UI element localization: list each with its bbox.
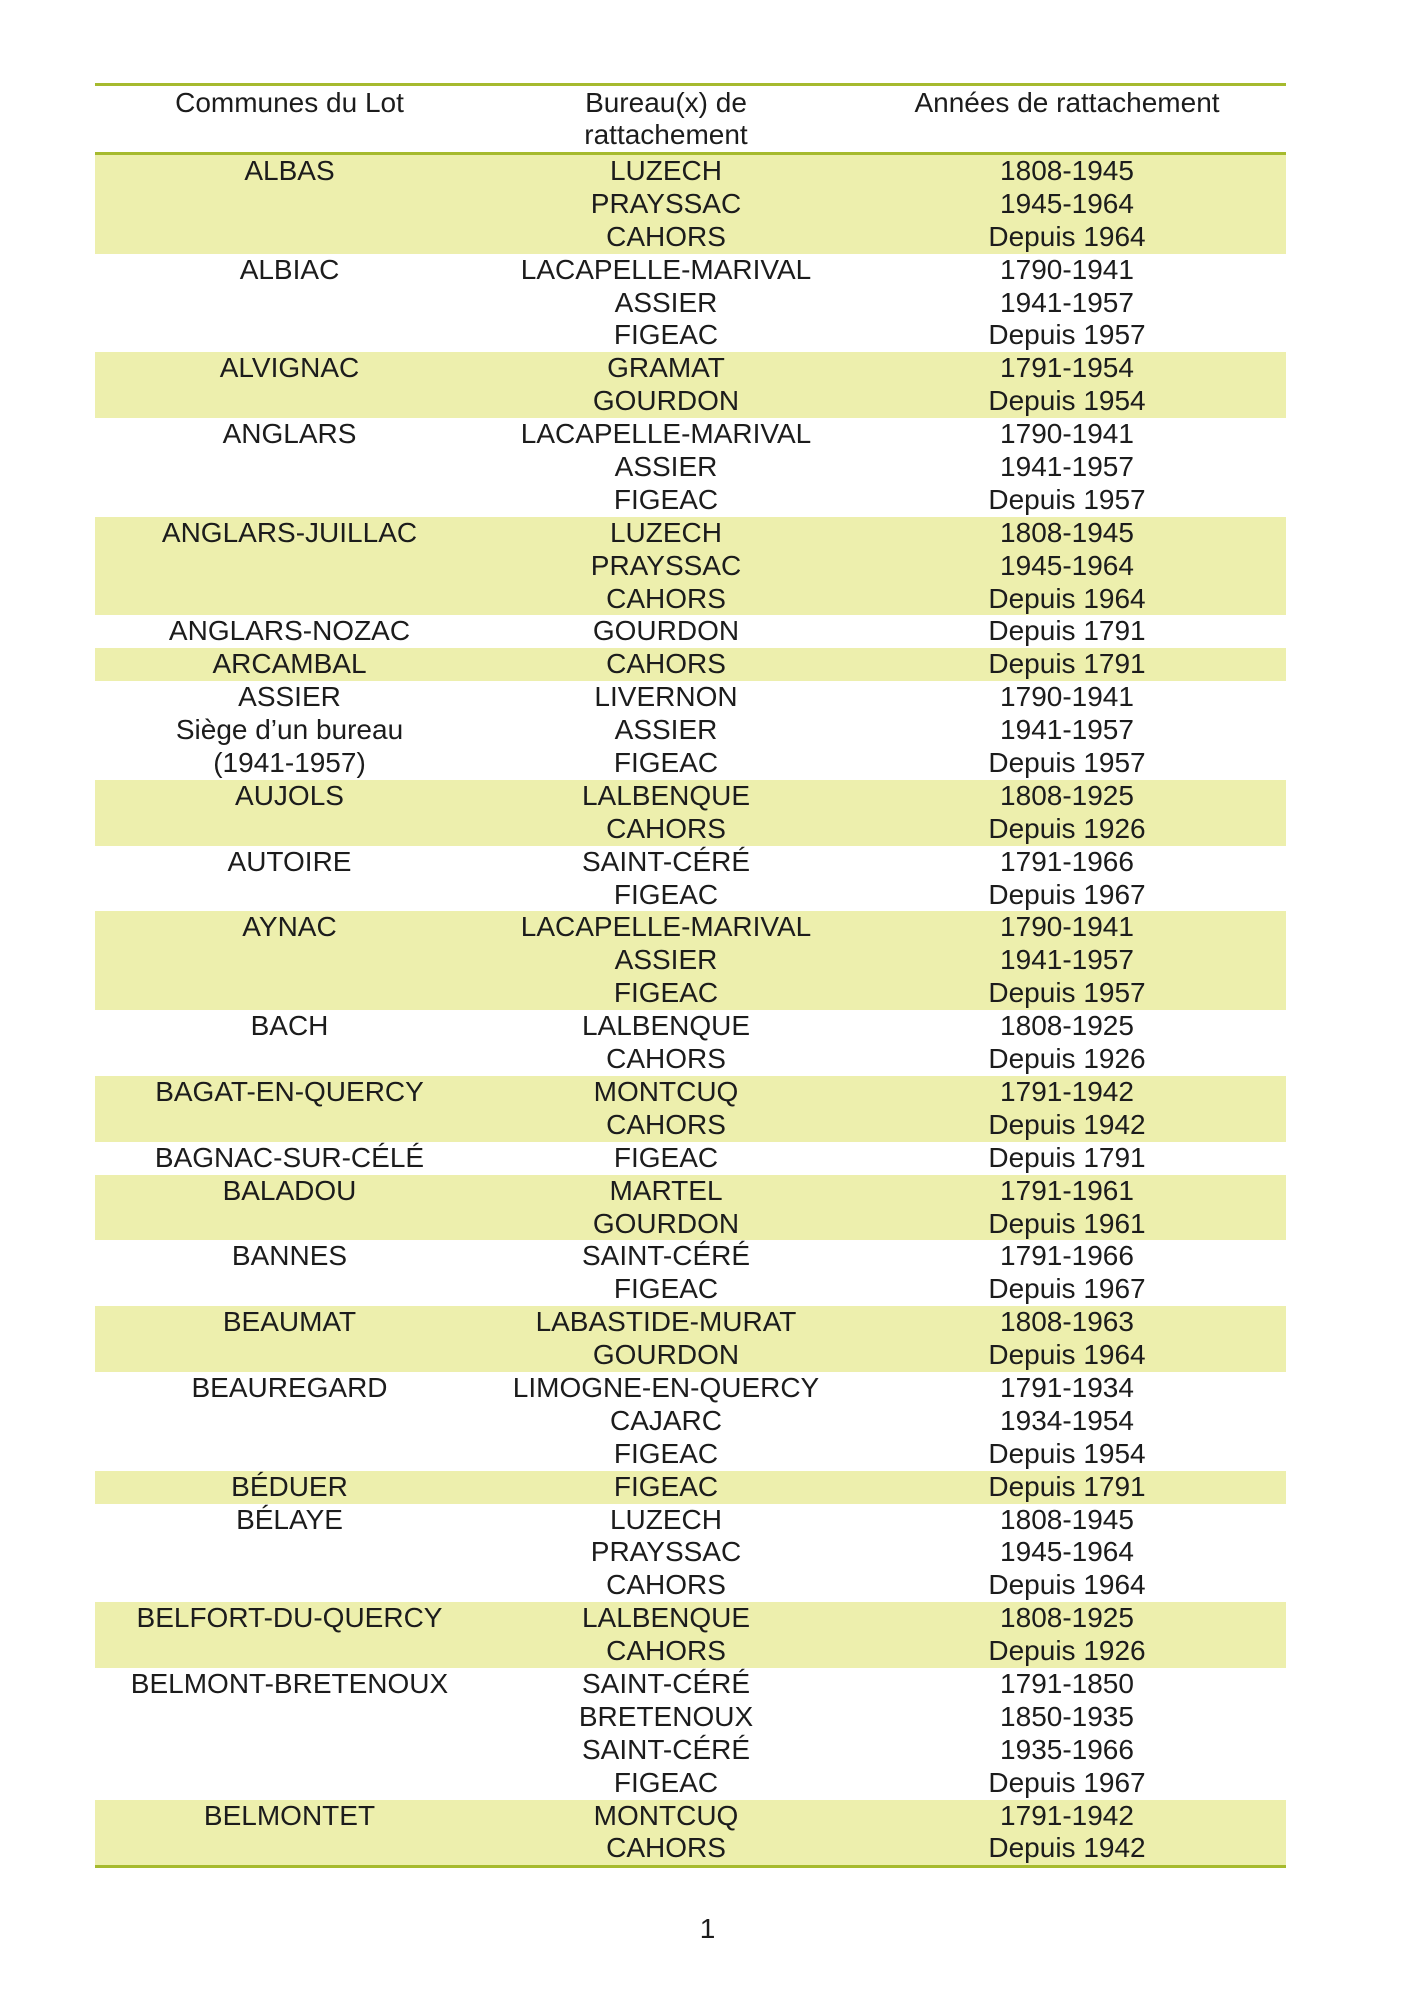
commune-cell <box>95 615 484 648</box>
table-row <box>95 1175 1286 1241</box>
years-cell-line: Depuis 1791 <box>988 1141 1146 1173</box>
bureau-cell-line: FIGEAC <box>613 319 719 351</box>
bureau-cell-line: PRAYSSAC <box>590 549 742 581</box>
years-cell-line: 1808-1963 <box>1000 1306 1134 1338</box>
bureau-cell-line: SAINT-CÉRÉ <box>581 845 751 877</box>
commune-cell <box>95 352 484 418</box>
years-cell <box>848 1668 1286 1800</box>
commune-cell-line: ALBAS <box>244 155 335 186</box>
commune-cell-line: ANGLARS-JUILLAC <box>161 516 418 548</box>
table-row <box>95 911 1286 1010</box>
years-cell-line: Depuis 1954 <box>988 385 1146 417</box>
bureau-cell-line: MONTCUQ <box>593 1075 739 1107</box>
table-row <box>95 1240 1286 1306</box>
table-row <box>95 1010 1286 1076</box>
table-row <box>95 1504 1286 1603</box>
years-cell-line: Depuis 1926 <box>988 1043 1146 1075</box>
years-cell <box>848 1175 1286 1241</box>
bureau-cell-line: ASSIER <box>614 286 718 318</box>
bureau-cell <box>484 911 848 1010</box>
bureau-cell-line: GRAMAT <box>607 352 725 384</box>
bureau-cell <box>484 352 848 418</box>
years-cell-line: 1791-1942 <box>1000 1799 1134 1831</box>
bureau-cell <box>484 1602 848 1668</box>
bureau-cell <box>484 517 848 616</box>
years-cell <box>848 1800 1286 1867</box>
col-header-bureaux <box>484 85 848 154</box>
bureau-cell-line: CAJARC <box>609 1404 722 1436</box>
commune-cell <box>95 1800 484 1867</box>
table-row <box>95 1076 1286 1142</box>
commune-cell <box>95 681 484 780</box>
commune-cell-line: BÉDUER <box>231 1470 348 1502</box>
years-cell-line: 1791-1942 <box>1000 1075 1134 1107</box>
bureau-cell-line: MONTCUQ <box>593 1799 739 1831</box>
years-cell-line: Depuis 1942 <box>988 1108 1146 1140</box>
col-header-bureaux-label: Bureau(x) de rattachement <box>584 87 748 150</box>
years-cell-line: Depuis 1964 <box>988 1339 1146 1371</box>
commune-cell-line: BACH <box>250 1010 329 1042</box>
commune-cell-line: BELMONTET <box>203 1799 376 1831</box>
commune-cell-line: ANGLARS <box>222 418 357 450</box>
col-header-communes-label: Communes du Lot <box>175 87 404 118</box>
bureau-cell <box>484 846 848 912</box>
bureau-cell-line: CAHORS <box>606 220 726 252</box>
bureau-cell-line: LALBENQUE <box>581 779 751 811</box>
years-cell-line: Depuis 1957 <box>988 977 1146 1009</box>
commune-cell-line: BANNES <box>231 1240 348 1272</box>
table-row <box>95 418 1286 517</box>
years-cell-line: 1790-1941 <box>1000 253 1134 285</box>
years-cell <box>848 681 1286 780</box>
bureau-cell <box>484 1306 848 1372</box>
commune-cell <box>95 648 484 681</box>
table-row <box>95 1800 1286 1867</box>
years-cell-line: 1791-1850 <box>1000 1667 1134 1699</box>
bureau-cell <box>484 1010 848 1076</box>
bureau-cell-line: CAHORS <box>606 1569 726 1601</box>
bureau-cell-line: FIGEAC <box>613 1470 719 1502</box>
commune-cell <box>95 254 484 353</box>
bureau-cell <box>484 681 848 780</box>
col-header-annees <box>848 85 1286 154</box>
bureau-cell-line: LUZECH <box>609 1503 722 1535</box>
commune-cell <box>95 418 484 517</box>
years-cell-line: 1945-1964 <box>1000 1536 1134 1568</box>
commune-cell-line: AUJOLS <box>235 779 344 811</box>
commune-cell <box>95 846 484 912</box>
commune-cell <box>95 1471 484 1504</box>
years-cell-line: Depuis 1954 <box>988 1437 1146 1469</box>
commune-cell <box>95 1175 484 1241</box>
bureau-cell-line: LIMOGNE-EN-QUERCY <box>512 1371 820 1403</box>
bureau-cell <box>484 154 848 254</box>
years-cell-line: 1808-1945 <box>1000 155 1134 186</box>
commune-cell <box>95 1668 484 1800</box>
bureau-cell-line: PRAYSSAC <box>590 1536 742 1568</box>
years-cell-line: 1808-1945 <box>1000 1503 1134 1535</box>
commune-cell-line: BAGAT-EN-QUERCY <box>155 1075 424 1107</box>
years-cell-line: 1790-1941 <box>1000 911 1134 943</box>
bureau-cell-line: GOURDON <box>592 385 740 417</box>
bureau-cell <box>484 1504 848 1603</box>
bureau-cell-line: LACAPELLE-MARIVAL <box>520 418 812 450</box>
years-cell <box>848 1306 1286 1372</box>
years-cell-line: Depuis 1791 <box>988 615 1146 647</box>
commune-cell-line: Siège d’un bureau <box>175 714 404 746</box>
table-row <box>95 1602 1286 1668</box>
commune-cell-line: ARCAMBAL <box>212 648 367 680</box>
col-header-annees-label: Années de rattachement <box>914 87 1220 118</box>
commune-cell-line: BELMONT-BRETENOUX <box>130 1667 449 1699</box>
years-cell <box>848 648 1286 681</box>
years-cell-line: 1941-1957 <box>1000 451 1134 483</box>
bureau-cell-line: SAINT-CÉRÉ <box>581 1667 751 1699</box>
bureau-cell-line: CAHORS <box>606 1832 726 1864</box>
bureau-cell <box>484 1076 848 1142</box>
years-cell-line: 1808-1925 <box>1000 779 1134 811</box>
years-cell <box>848 1240 1286 1306</box>
commune-cell <box>95 1240 484 1306</box>
table-row <box>95 846 1286 912</box>
years-cell-line: Depuis 1957 <box>988 483 1146 515</box>
bureau-cell <box>484 254 848 353</box>
commune-cell-line: AYNAC <box>242 911 337 943</box>
bureau-cell-line: SAINT-CÉRÉ <box>581 1733 751 1765</box>
bureau-cell-line: CAHORS <box>606 1108 726 1140</box>
commune-cell-line: AUTOIRE <box>227 845 352 877</box>
commune-cell-line: ANGLARS-NOZAC <box>168 615 411 647</box>
bureau-cell <box>484 1142 848 1175</box>
bureau-cell-line: FIGEAC <box>613 1766 719 1798</box>
commune-cell <box>95 154 484 254</box>
bureau-cell <box>484 1240 848 1306</box>
years-cell <box>848 1142 1286 1175</box>
years-cell-line: Depuis 1942 <box>988 1832 1146 1864</box>
bureau-cell-line: PRAYSSAC <box>590 187 742 219</box>
years-cell-line: 1945-1964 <box>1000 187 1134 219</box>
years-cell-line: 1945-1964 <box>1000 549 1134 581</box>
bureau-cell <box>484 1668 848 1800</box>
bureau-cell-line: ASSIER <box>614 714 718 746</box>
commune-cell-line: BAGNAC-SUR-CÉLÉ <box>154 1141 425 1173</box>
commune-cell-line: ALBIAC <box>239 253 340 285</box>
years-cell-line: Depuis 1967 <box>988 878 1146 910</box>
bureau-cell-line: BRETENOUX <box>578 1700 754 1732</box>
page-number: 1 <box>699 1913 716 1944</box>
table-row <box>95 1372 1286 1471</box>
years-cell <box>848 1504 1286 1603</box>
col-header-communes <box>95 85 484 154</box>
years-cell <box>848 352 1286 418</box>
table-body <box>95 154 1286 1867</box>
table-row <box>95 1668 1286 1800</box>
years-cell-line: 1791-1966 <box>1000 845 1134 877</box>
years-cell-line: 1791-1954 <box>1000 352 1134 384</box>
years-cell <box>848 154 1286 254</box>
table-row <box>95 681 1286 780</box>
years-cell <box>848 1471 1286 1504</box>
years-cell-line: Depuis 1967 <box>988 1766 1146 1798</box>
commune-cell <box>95 1076 484 1142</box>
commune-cell-line: BELFORT-DU-QUERCY <box>136 1602 443 1634</box>
table-row <box>95 517 1286 616</box>
years-cell <box>848 1010 1286 1076</box>
bureau-cell-line: CAHORS <box>606 812 726 844</box>
bureau-cell-line: FIGEAC <box>613 1437 719 1469</box>
years-cell-line: Depuis 1967 <box>988 1273 1146 1305</box>
bureau-cell <box>484 1471 848 1504</box>
bureau-cell-line: LACAPELLE-MARIVAL <box>520 253 812 285</box>
years-cell <box>848 1602 1286 1668</box>
bureau-cell-line: LACAPELLE-MARIVAL <box>520 911 812 943</box>
commune-cell <box>95 517 484 616</box>
bureau-cell <box>484 1800 848 1867</box>
bureau-cell-line: ASSIER <box>614 451 718 483</box>
years-cell <box>848 911 1286 1010</box>
years-cell-line: Depuis 1926 <box>988 1635 1146 1667</box>
table-row <box>95 615 1286 648</box>
bureau-cell-line: CAHORS <box>606 648 726 680</box>
bureau-cell <box>484 418 848 517</box>
bureau-cell <box>484 1175 848 1241</box>
bureau-cell <box>484 780 848 846</box>
years-cell-line: 1790-1941 <box>1000 418 1134 450</box>
commune-cell-line: BÉLAYE <box>236 1503 343 1535</box>
years-cell <box>848 1372 1286 1471</box>
table-row <box>95 648 1286 681</box>
table-row <box>95 154 1286 254</box>
years-cell-line: Depuis 1791 <box>988 1470 1146 1502</box>
commune-cell-line: ASSIER <box>238 681 341 713</box>
bureau-cell-line: SAINT-CÉRÉ <box>581 1240 751 1272</box>
bureau-cell-line: LUZECH <box>609 155 722 186</box>
commune-cell <box>95 1504 484 1603</box>
bureau-cell-line: LUZECH <box>609 516 722 548</box>
years-cell <box>848 1076 1286 1142</box>
bureau-cell-line: FIGEAC <box>613 1141 719 1173</box>
years-cell-line: 1941-1957 <box>1000 286 1134 318</box>
years-cell-line: Depuis 1791 <box>988 648 1146 680</box>
commune-cell <box>95 1142 484 1175</box>
years-cell-line: 1935-1966 <box>1000 1733 1134 1765</box>
commune-cell <box>95 1306 484 1372</box>
commune-cell <box>95 911 484 1010</box>
bureau-cell-line: GOURDON <box>592 615 740 647</box>
years-cell-line: Depuis 1961 <box>988 1207 1146 1239</box>
bureau-cell-line: ASSIER <box>614 944 718 976</box>
years-cell-line: 1941-1957 <box>1000 944 1134 976</box>
commune-cell-line: BEAUMAT <box>222 1306 357 1338</box>
bureau-cell-line: CAHORS <box>606 1043 726 1075</box>
bureau-cell-line: CAHORS <box>606 1635 726 1667</box>
bureau-cell-line: FIGEAC <box>613 483 719 515</box>
commune-cell-line: BEAUREGARD <box>191 1371 388 1403</box>
years-cell-line: 1791-1966 <box>1000 1240 1134 1272</box>
bureau-cell-line: GOURDON <box>592 1339 740 1371</box>
years-cell-line: 1941-1957 <box>1000 714 1134 746</box>
commune-cell <box>95 1602 484 1668</box>
bureau-cell-line: FIGEAC <box>613 977 719 1009</box>
table-row <box>95 1471 1286 1504</box>
bureau-cell-line: FIGEAC <box>613 878 719 910</box>
commune-cell-line: (1941-1957) <box>213 747 366 779</box>
bureau-cell <box>484 615 848 648</box>
years-cell-line: Depuis 1957 <box>988 747 1146 779</box>
years-cell <box>848 615 1286 648</box>
table-row <box>95 352 1286 418</box>
years-cell-line: Depuis 1964 <box>988 582 1146 614</box>
table-row <box>95 254 1286 353</box>
years-cell <box>848 780 1286 846</box>
bureau-cell <box>484 1372 848 1471</box>
bureau-cell-line: LALBENQUE <box>581 1010 751 1042</box>
years-cell <box>848 517 1286 616</box>
years-cell-line: 1934-1954 <box>1000 1404 1134 1436</box>
bureau-cell-line: MARTEL <box>609 1174 723 1206</box>
bureau-cell-line: FIGEAC <box>613 747 719 779</box>
years-cell-line: 1808-1945 <box>1000 516 1134 548</box>
commune-cell-line: BALADOU <box>222 1174 357 1206</box>
years-cell-line: 1850-1935 <box>1000 1700 1134 1732</box>
table-row <box>95 780 1286 846</box>
years-cell-line: 1790-1941 <box>1000 681 1134 713</box>
years-cell-line: Depuis 1964 <box>988 1569 1146 1601</box>
years-cell-line: 1791-1934 <box>1000 1371 1134 1403</box>
bureau-cell-line: LALBENQUE <box>581 1602 751 1634</box>
years-cell-line: 1808-1925 <box>1000 1602 1134 1634</box>
commune-cell <box>95 1010 484 1076</box>
bureau-cell-line: FIGEAC <box>613 1273 719 1305</box>
header-row <box>95 85 1286 154</box>
commune-cell <box>95 1372 484 1471</box>
years-cell <box>848 418 1286 517</box>
commune-cell <box>95 780 484 846</box>
bureau-cell-line: LIVERNON <box>594 681 738 713</box>
communes-table <box>95 83 1286 1868</box>
years-cell-line: Depuis 1957 <box>988 319 1146 351</box>
bureau-cell-line: CAHORS <box>606 582 726 614</box>
table-row <box>95 1142 1286 1175</box>
years-cell-line: 1791-1961 <box>1000 1174 1134 1206</box>
bureau-cell-line: LABASTIDE-MURAT <box>535 1306 797 1338</box>
years-cell-line: Depuis 1926 <box>988 812 1146 844</box>
years-cell <box>848 846 1286 912</box>
years-cell <box>848 254 1286 353</box>
commune-cell-line: ALVIGNAC <box>219 352 360 384</box>
bureau-cell <box>484 648 848 681</box>
years-cell-line: Depuis 1964 <box>988 220 1146 252</box>
table-row <box>95 1306 1286 1372</box>
years-cell-line: 1808-1925 <box>1000 1010 1134 1042</box>
bureau-cell-line: GOURDON <box>592 1207 740 1239</box>
